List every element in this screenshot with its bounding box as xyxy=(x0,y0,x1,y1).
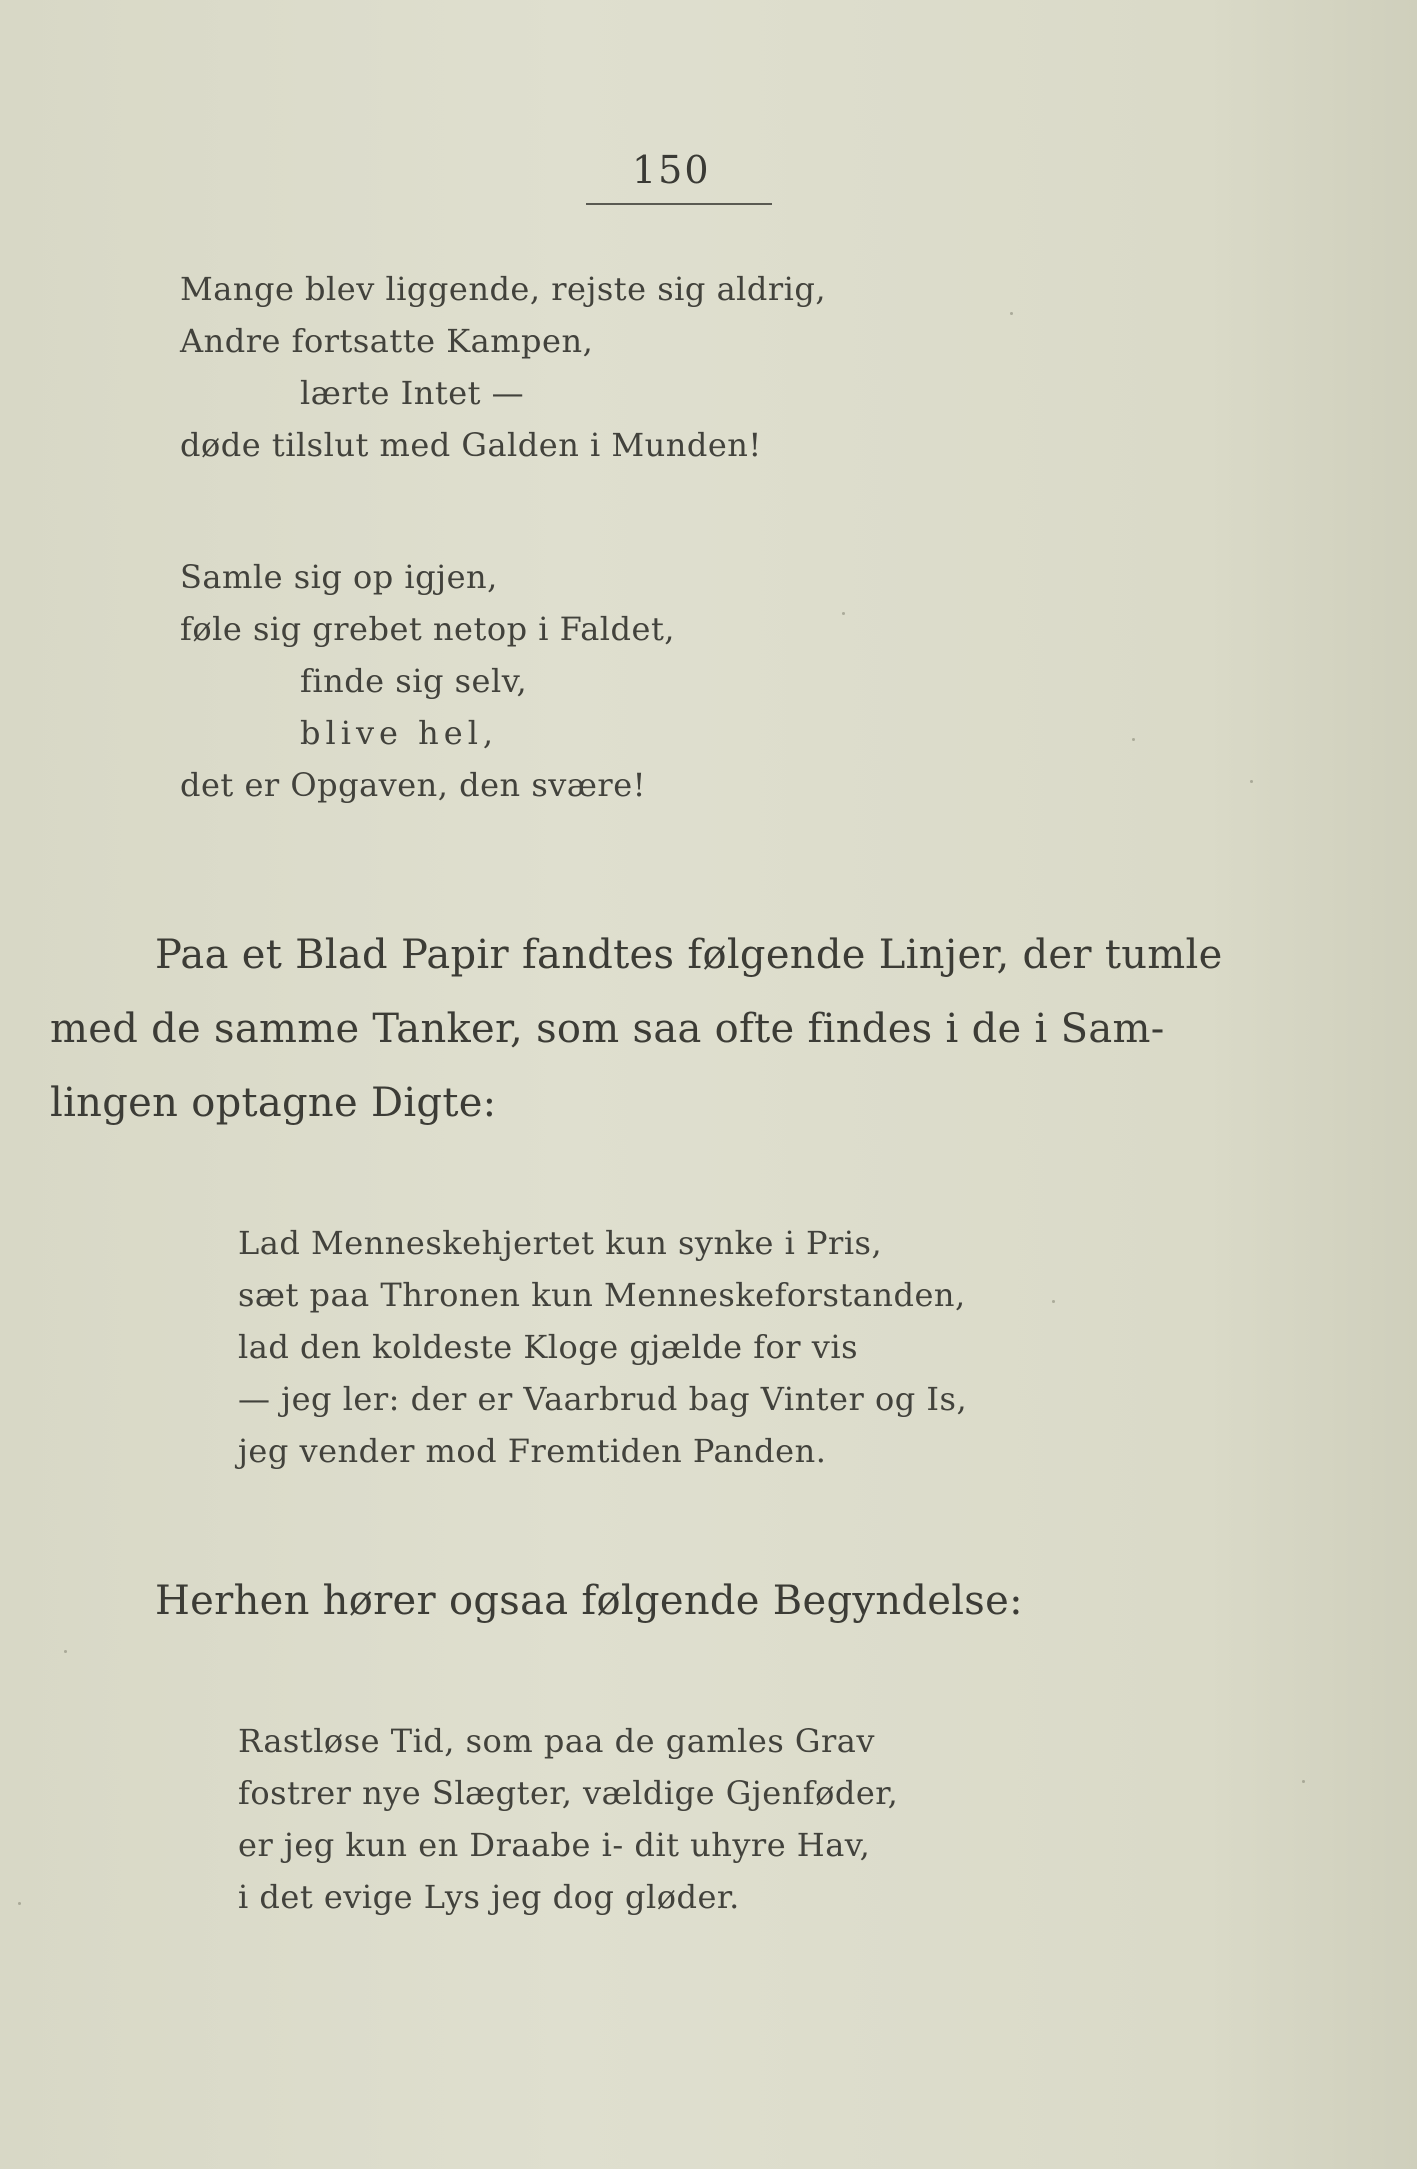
prose1-line-3: lingen optagne Digte: xyxy=(50,1080,497,1126)
paper-speck xyxy=(64,1650,67,1653)
stanza4-line-2: fostrer nye Slægter, vældige Gjenføder, xyxy=(238,1774,899,1812)
paper-speck xyxy=(1132,738,1135,741)
stanza3-line-2: sæt paa Thronen kun Menneskeforstanden, xyxy=(238,1276,966,1314)
stanza1-line-4: døde tilslut med Galden i Munden! xyxy=(180,426,762,464)
stanza1-line-1: Mange blev liggende, rejste sig aldrig, xyxy=(180,270,827,308)
stanza2-line-4: blive hel, xyxy=(300,714,499,752)
page-number: 150 xyxy=(632,148,711,192)
paper-speck xyxy=(1010,312,1013,315)
prose1-line-2: med de samme Tanker, som saa ofte findes i de i Sam- xyxy=(50,1006,1165,1052)
paper-speck xyxy=(1052,1300,1055,1303)
stanza2-line-3: finde sig selv, xyxy=(300,662,528,700)
stanza1-line-3: lærte Intet — xyxy=(300,374,525,412)
page-number-rule xyxy=(586,203,772,205)
stanza4-line-4: i det evige Lys jeg dog gløder. xyxy=(238,1878,740,1916)
paper-speck xyxy=(1250,780,1253,783)
stanza3-line-3: lad den koldeste Kloge gjælde for vis xyxy=(238,1328,858,1366)
paper-speck xyxy=(18,1902,21,1905)
stanza4-line-1: Rastløse Tid, som paa de gamles Grav xyxy=(238,1722,875,1760)
stanza2-line-1: Samle sig op igjen, xyxy=(180,558,498,596)
stanza1-line-2: Andre fortsatte Kampen, xyxy=(180,322,594,360)
stanza3-line-5: jeg vender mod Fremtiden Panden. xyxy=(238,1432,827,1470)
prose1-line-1: Paa et Blad Papir fandtes følgende Linjer, der tumle xyxy=(155,932,1223,978)
paper-speck xyxy=(1302,1780,1305,1783)
prose2-line: Herhen hører ogsaa følgende Begyndelse: xyxy=(155,1578,1023,1624)
paper-speck xyxy=(842,612,845,615)
stanza3-line-4: — jeg ler: der er Vaarbrud bag Vinter og Is, xyxy=(238,1380,968,1418)
stanza4-line-3: er jeg kun en Draabe i- dit uhyre Hav, xyxy=(238,1826,871,1864)
stanza2-line-2: føle sig grebet netop i Faldet, xyxy=(180,610,675,648)
stanza2-line-5: det er Opgaven, den svære! xyxy=(180,766,646,804)
stanza3-line-1: Lad Menneskehjertet kun synke i Pris, xyxy=(238,1224,883,1262)
